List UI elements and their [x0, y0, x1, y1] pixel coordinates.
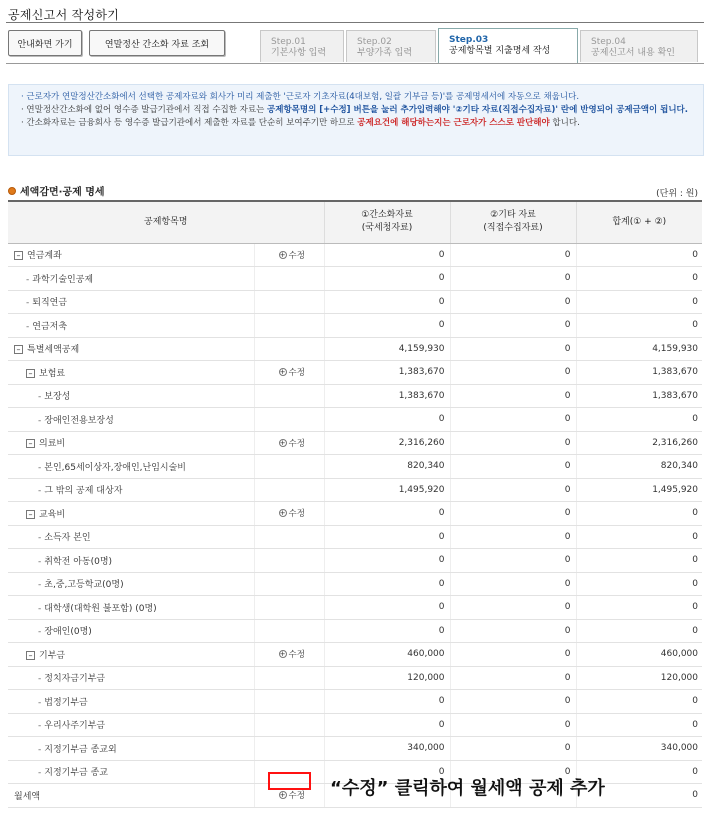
- plus-icon: +: [279, 250, 286, 259]
- total-amount: 0: [576, 502, 702, 526]
- collapse-toggle-icon[interactable]: –: [26, 369, 35, 378]
- row-label: 보험료: [39, 368, 66, 379]
- edit-cell: [254, 713, 324, 737]
- total-amount: 0: [576, 267, 702, 291]
- row-label-cell: [8, 478, 254, 502]
- row-label-cell: [8, 760, 254, 784]
- row-label: 초,중,고등학교(0명): [44, 580, 124, 591]
- table-row: [8, 737, 702, 761]
- step-number: Step.04: [591, 37, 626, 47]
- row-label-cell: [8, 384, 254, 408]
- notice-line-3: · 간소화자료는 금융회사 등 영수증 발급기관에서 제출한 자료를 단순히 보여주기만 하므로 공제요건에 해당하는지는 근로자가 스스로 판단해야 합니다.: [21, 118, 580, 128]
- other-amount: 0: [450, 666, 576, 690]
- edit-button[interactable]: [279, 437, 305, 449]
- notice-line-2: · 연말정산간소화에 없어 영수증 발급기관에서 직접 수집한 자료는 공제항목명의 [+수정] 버튼을 눌러 추가입력해야 '②기타 자료(직접수집자료)' 란에 반영되어 공제금액이 됩니다.: [21, 105, 688, 115]
- row-label-cell: [8, 243, 254, 267]
- edit-cell: [254, 643, 324, 667]
- total-amount: 1,495,920: [576, 478, 702, 502]
- edit-cell: [254, 784, 324, 808]
- table-header-row: [8, 201, 702, 243]
- simplified-amount: 120,000: [324, 666, 450, 690]
- row-label-cell: [8, 525, 254, 549]
- edit-label: 수정: [288, 368, 305, 379]
- table-row: [8, 243, 702, 267]
- edit-button[interactable]: [279, 249, 305, 261]
- collapse-toggle-icon[interactable]: –: [26, 651, 35, 660]
- total-amount: 0: [576, 619, 702, 643]
- edit-cell: [254, 549, 324, 573]
- simplified-amount: 1,383,670: [324, 384, 450, 408]
- edit-button[interactable]: [279, 507, 305, 519]
- table-row: [8, 431, 702, 455]
- dash-marker: -: [38, 462, 42, 473]
- edit-cell: [254, 243, 324, 267]
- step-number: Step.02: [357, 37, 392, 47]
- row-label-cell: [8, 314, 254, 338]
- row-label-cell: [8, 361, 254, 385]
- row-label-cell: [8, 643, 254, 667]
- edit-cell: [254, 431, 324, 455]
- dash-marker: -: [38, 392, 42, 403]
- simplified-amount: 460,000: [324, 643, 450, 667]
- other-amount: 0: [450, 478, 576, 502]
- total-amount: 1,383,670: [576, 361, 702, 385]
- row-label: 그 밖의 공제 대상자: [44, 486, 123, 497]
- row-label-cell: [8, 502, 254, 526]
- total-amount: 4,159,930: [576, 337, 702, 361]
- step-label: 부양가족 입력: [357, 48, 413, 58]
- row-label: 보장성: [44, 392, 71, 403]
- dash-marker: -: [38, 415, 42, 426]
- simplified-amount: 0: [324, 549, 450, 573]
- simplified-amount: 0: [324, 619, 450, 643]
- step-label: 공제항목별 지출명세 작성: [449, 46, 551, 56]
- table-row: [8, 337, 702, 361]
- table-row: [8, 713, 702, 737]
- other-amount: 0: [450, 384, 576, 408]
- notice-line-1: · 근로자가 연말정산간소화에서 선택한 공제자료와 회사가 미리 제출한 '근로자 기초자료(4대보험, 일괄 기부금 등)'를 공제명세서에 자동으로 채웁니다.: [21, 92, 580, 102]
- collapse-toggle-icon[interactable]: –: [14, 251, 23, 260]
- dash-marker: -: [38, 580, 42, 591]
- edit-button[interactable]: [279, 648, 305, 660]
- edit-label: 수정: [288, 250, 305, 261]
- simplified-amount: 0: [324, 290, 450, 314]
- row-label-cell: [8, 690, 254, 714]
- table-row: [8, 525, 702, 549]
- simplified-amount: 0: [324, 596, 450, 620]
- row-label: 특별세액공제: [27, 345, 80, 356]
- simplified-amount: 0: [324, 267, 450, 291]
- other-amount: 0: [450, 760, 576, 784]
- dash-marker: -: [38, 627, 42, 638]
- edit-cell: [254, 596, 324, 620]
- row-label: 퇴직연금: [32, 298, 68, 309]
- row-label-cell: [8, 596, 254, 620]
- step-label: 공제신고서 내용 확인: [591, 48, 675, 58]
- edit-cell: [254, 760, 324, 784]
- table-row: [8, 455, 702, 479]
- other-amount: 0: [450, 525, 576, 549]
- other-amount: 0: [450, 408, 576, 432]
- collapse-toggle-icon[interactable]: –: [26, 510, 35, 519]
- total-amount: 0: [576, 690, 702, 714]
- steps-divider: [6, 63, 704, 64]
- row-label: 기부금: [39, 650, 66, 661]
- row-label: 취학전 아동(0명): [44, 556, 113, 567]
- row-label-cell: [8, 337, 254, 361]
- edit-label: 수정: [288, 791, 305, 802]
- step-number: Step.01: [271, 37, 306, 47]
- other-amount: 0: [450, 502, 576, 526]
- edit-cell: [254, 690, 324, 714]
- notice-box: [8, 84, 704, 156]
- dash-marker: -: [38, 486, 42, 497]
- row-label: 장애인(0명): [44, 627, 92, 638]
- other-amount: 0: [450, 690, 576, 714]
- total-amount: 0: [576, 549, 702, 573]
- total-amount: 2,316,260: [576, 431, 702, 455]
- tab-step-01[interactable]: [260, 30, 344, 62]
- total-amount: 120,000: [576, 666, 702, 690]
- total-amount: 1,383,670: [576, 384, 702, 408]
- unit-note: (단위 : 원): [656, 189, 698, 199]
- simplified-amount: 0: [324, 408, 450, 432]
- row-label: 우리사주기부금: [44, 721, 106, 732]
- plus-icon: +: [279, 791, 286, 800]
- edit-cell: [254, 267, 324, 291]
- tab-step-03[interactable]: [438, 28, 578, 64]
- deduction-table: [8, 200, 702, 808]
- table-row: [8, 314, 702, 338]
- header-simplified-data: ①간소화자료 (국세청자료): [324, 201, 450, 243]
- dash-marker: -: [38, 533, 42, 544]
- other-amount: 0: [450, 619, 576, 643]
- total-amount: 0: [576, 408, 702, 432]
- dash-marker: -: [38, 556, 42, 567]
- other-amount: 0: [450, 267, 576, 291]
- edit-label: 수정: [288, 438, 305, 449]
- guide-button[interactable]: 안내화면 가기: [8, 30, 82, 56]
- plus-icon: +: [279, 438, 286, 447]
- dash-marker: -: [38, 603, 42, 614]
- edit-cell: [254, 666, 324, 690]
- total-amount: 0: [576, 525, 702, 549]
- dash-marker: -: [26, 298, 30, 309]
- row-label: 연금계좌: [27, 251, 62, 262]
- other-amount: 0: [450, 314, 576, 338]
- dash-marker: -: [26, 321, 30, 332]
- row-label: 정치자금기부금: [44, 674, 106, 685]
- title-divider: [6, 22, 704, 23]
- table-row: [8, 408, 702, 432]
- other-amount: 0: [450, 643, 576, 667]
- edit-cell: [254, 384, 324, 408]
- edit-cell: [254, 737, 324, 761]
- other-amount: 0: [450, 431, 576, 455]
- dash-marker: -: [38, 768, 42, 779]
- dash-marker: -: [26, 274, 30, 285]
- header-item-name: 공제항목명: [8, 201, 324, 243]
- table-row: [8, 690, 702, 714]
- simplified-amount: 2,316,260: [324, 431, 450, 455]
- simplified-amount: 0: [324, 690, 450, 714]
- header-total: 합계(① + ②): [576, 201, 702, 243]
- other-amount: 0: [450, 549, 576, 573]
- total-amount: 0: [576, 290, 702, 314]
- other-amount: 0: [450, 290, 576, 314]
- row-label-cell: [8, 737, 254, 761]
- row-label: 지정기부금 종교외: [44, 744, 117, 755]
- row-label-cell: [8, 431, 254, 455]
- row-label-cell: [8, 666, 254, 690]
- dash-marker: -: [38, 721, 42, 732]
- table-row: [8, 267, 702, 291]
- edit-cell: [254, 455, 324, 479]
- row-label-cell: [8, 267, 254, 291]
- table-row: [8, 290, 702, 314]
- header-other-data: ②기타 자료 (직접수집자료): [450, 201, 576, 243]
- total-amount: 340,000: [576, 737, 702, 761]
- row-label-cell: [8, 784, 254, 808]
- simplified-amount: 1,383,670: [324, 361, 450, 385]
- simplified-amount: 1,495,920: [324, 478, 450, 502]
- other-amount: 0: [450, 737, 576, 761]
- dash-marker: -: [38, 744, 42, 755]
- row-label-cell: [8, 549, 254, 573]
- edit-button[interactable]: [279, 789, 305, 801]
- row-label: 장애인전용보장성: [44, 415, 114, 426]
- total-amount: 0: [576, 784, 702, 808]
- tab-step-02[interactable]: [346, 30, 436, 62]
- edit-cell: [254, 502, 324, 526]
- step-number: Step.03: [449, 35, 489, 45]
- tab-step-04[interactable]: [580, 30, 698, 62]
- row-label: 대학생(대학원 불포함) (0명): [44, 603, 157, 614]
- step-label: 기본사항 입력: [271, 48, 327, 58]
- other-amount: 0: [450, 243, 576, 267]
- edit-cell: [254, 572, 324, 596]
- edit-cell: [254, 525, 324, 549]
- total-amount: 820,340: [576, 455, 702, 479]
- edit-cell: [254, 361, 324, 385]
- dash-marker: -: [38, 674, 42, 685]
- table-row: [8, 549, 702, 573]
- simplified-amount: 0: [324, 314, 450, 338]
- row-label: 의료비: [39, 439, 66, 450]
- other-amount: 0: [450, 713, 576, 737]
- collapse-toggle-icon[interactable]: –: [14, 345, 23, 354]
- dash-marker: -: [38, 697, 42, 708]
- simplified-amount: 0: [324, 525, 450, 549]
- total-amount: 0: [576, 314, 702, 338]
- table-row: [8, 572, 702, 596]
- other-amount: 0: [450, 596, 576, 620]
- total-amount: 0: [576, 713, 702, 737]
- edit-label: 수정: [288, 650, 305, 661]
- collapse-toggle-icon[interactable]: –: [26, 439, 35, 448]
- row-label: 교육비: [39, 509, 66, 520]
- table-row: [8, 619, 702, 643]
- row-label-cell: [8, 572, 254, 596]
- other-amount: 0: [450, 455, 576, 479]
- edit-cell: [254, 619, 324, 643]
- simplified-amount: 4,159,930: [324, 337, 450, 361]
- simplified-amount: 0: [324, 713, 450, 737]
- other-amount: 0: [450, 337, 576, 361]
- edit-cell: [254, 478, 324, 502]
- plus-icon: +: [279, 368, 286, 377]
- lookup-simplified-data-button[interactable]: 연말정산 간소화 자료 조회: [89, 30, 225, 56]
- row-label: 소득자 본인: [44, 533, 91, 544]
- row-label-cell: [8, 713, 254, 737]
- row-label: 지정기부금 종교: [44, 768, 108, 779]
- row-label-cell: [8, 619, 254, 643]
- row-label: 법정기부금: [44, 697, 88, 708]
- bullet-icon: [8, 187, 16, 195]
- row-label: 월세액: [14, 791, 41, 802]
- table-row: [8, 502, 702, 526]
- plus-icon: +: [279, 509, 286, 518]
- simplified-amount: 0: [324, 243, 450, 267]
- row-label: 본인,65세이상자,장애인,난임시술비: [44, 462, 187, 473]
- simplified-amount: 0: [324, 572, 450, 596]
- total-amount: 0: [576, 596, 702, 620]
- edit-cell: [254, 337, 324, 361]
- row-label-cell: [8, 290, 254, 314]
- table-row: [8, 643, 702, 667]
- simplified-amount: 0: [324, 502, 450, 526]
- edit-label: 수정: [288, 509, 305, 520]
- edit-cell: [254, 290, 324, 314]
- other-amount: 0: [450, 361, 576, 385]
- total-amount: 0: [576, 572, 702, 596]
- total-amount: 0: [576, 760, 702, 784]
- table-row: [8, 478, 702, 502]
- simplified-amount: 340,000: [324, 737, 450, 761]
- edit-cell: [254, 314, 324, 338]
- simplified-amount: 0: [324, 760, 450, 784]
- total-amount: 0: [576, 243, 702, 267]
- page-title: 공제신고서 작성하기: [8, 8, 120, 22]
- row-label: 연금저축: [32, 321, 68, 332]
- callout-annotation: “수정” 클릭하여 월세액 공제 추가: [330, 778, 605, 799]
- total-amount: 460,000: [576, 643, 702, 667]
- edit-button[interactable]: [279, 366, 305, 378]
- simplified-amount: 820,340: [324, 455, 450, 479]
- plus-icon: +: [279, 650, 286, 659]
- other-amount: 0: [450, 572, 576, 596]
- edit-cell: [254, 408, 324, 432]
- table-row: [8, 384, 702, 408]
- table-row: [8, 596, 702, 620]
- table-row: [8, 361, 702, 385]
- table-row: [8, 666, 702, 690]
- row-label: 과학기술인공제: [32, 274, 94, 285]
- row-label-cell: [8, 455, 254, 479]
- row-label-cell: [8, 408, 254, 432]
- section-title: 세액감면·공제 명세: [8, 183, 105, 198]
